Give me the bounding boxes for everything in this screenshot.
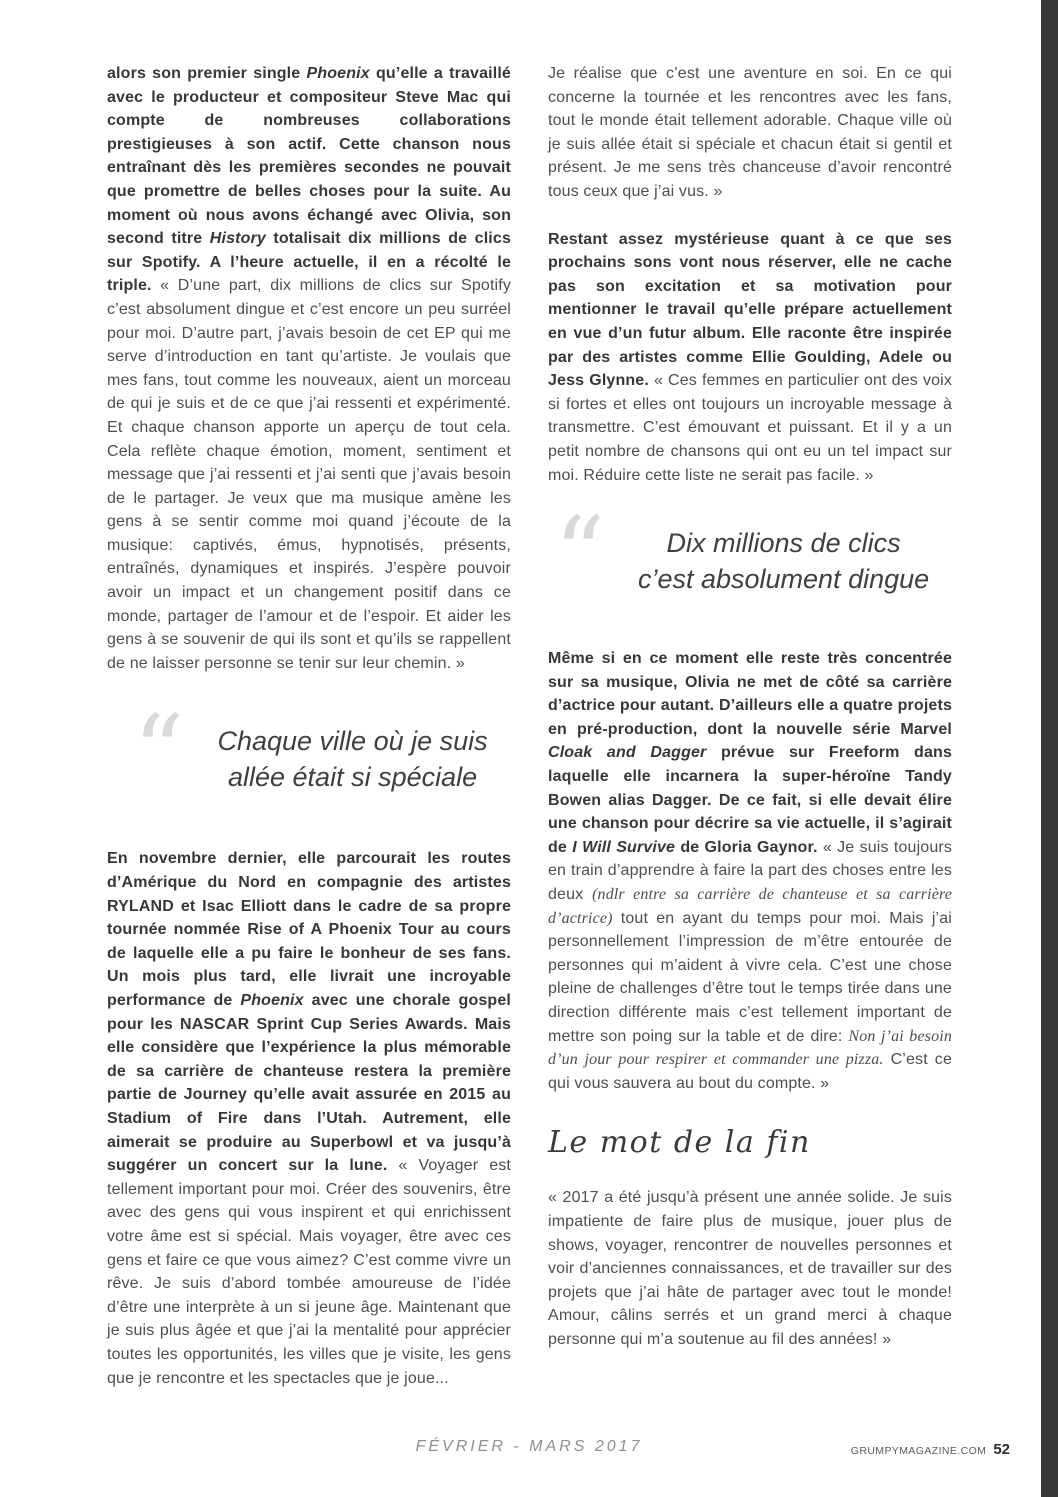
article-paragraph: Restant assez mystérieuse quant à ce que ses prochains sons vont nous réserver, elle ne cache pas son excitation et sa motivation pour mentionner le travail qu’elle prépare actuellement en vue d’un futur album. Elle raconte être inspirée par des artistes comme Ellie Goulding, Adele ou Jess Glynne. « Ces femmes en particulier ont des voix si fortes et elles ont toujours un incroyable message à transmettre. C’est émouvant et puissant. Et il y a un petit nombre de chansons qui ont eu un tel impact sur moi. Réduire cette liste ne serait pas facile. » — [548, 230, 953, 484]
page-number: 52 — [993, 1441, 1010, 1458]
article-paragraph: alors son premier single Phoenix qu’elle a travaillé avec le producteur et compositeur Steve Mac qui compte de nombreuses collaborations prestigieuses à son actif. Cette chanson nous entraînant dès les premières secondes ne pouvait que promettre de belles choses pour la suite. Au moment où nous avons échangé avec Olivia, son second titre History totalisait dix millions de clics sur Spotify. A l’heure actuelle, il en a récolté le triple. « D’une part, dix millions de clics sur Spotify c’est absolument dingue et c’est encore un peu surréel pour moi. D’autre part, j’avais besoin de cet EP qui me serve d’introduction en tant qu’artiste. Je voulais que mes fans, tout comme les nouveaux, aient un morceau de qui je suis et de ce que j’ai ressenti et expérimenté. Et chaque chanson apporte un aperçu de tout cela. Cela reflète chaque émotion, moment, sentiment et message que j’ai ressenti et j’ai senti que j’avais besoin de le partager. Je veux que ma musique amène les gens à se sentir comme moi quand j’écoute de la musique: captivés, émus, hypnotisés, présents, entraînés, dynamiques et inspirés. J’espère pouvoir avoir un impact et un changement positif dans ce monde, partager de l’amour et de l’espoir. Et aider les gens à se souvenir de qui ils sont et qu’ils se rappellent de ne laisser personne se tenir sur leur chemin. » — [107, 65, 511, 672]
pull-quote-text — [194, 721, 511, 795]
right-column — [548, 62, 952, 1352]
pull-quote-text — [615, 523, 952, 597]
pull-quote-line: c’est absolument dingue — [637, 564, 930, 595]
article-paragraph: « 2017 a été jusqu’à présent une année solide. Je suis impatiente de faire plus de musique, jouer plus de shows, voyager, rencontrer de nouvelles personnes et voir d’anciennes connaissances, et de travailler sur des projets que j’ai hâte de partager avec tout le monde! Amour, câlins serrés et un grand merci à chaque personne qui m’a soutenue au fil des années! » — [548, 1189, 952, 1348]
pull-quote-line: Dix millions de clics — [666, 528, 901, 559]
article-paragraph: Même si en ce moment elle reste très concentrée sur sa musique, Olivia ne met de côté sa carrière d’actrice pour autant. D’ailleurs elle a quatre projets en pré-production, dont la nouvelle série Marvel Cloak and Dagger prévue sur Freeform dans laquelle elle incarnera la super-héroïne Tandy Bowen alias Dagger. De ce fait, si elle devait élire une chanson pour décrire sa vie actuelle, il s’agirait de I Will Survive de Gloria Gaynor. « Je suis toujours en train d’apprendre à faire la part des choses entre les deux (ndlr entre sa carrière de chanteuse et sa carrière d’actrice) tout en ayant du temps pour moi. Mais j’ai personnellement l’impression de m’être entourée de personnes qui m’aident à vivre cela. C’est une chose pleine de challenges d’être tout le temps tirée dans une direction différente mais c’est tellement important de mettre son poing sur la table et de dire: Non j’ai besoin d’un jour pour respirer et commander une pizza. C’est ce qui vous sauvera au bout du compte. » — [548, 650, 953, 1092]
pull-quote-dix-millions — [548, 495, 952, 613]
right-edge-bar — [1041, 0, 1058, 1497]
pull-quote-chaque-ville — [107, 693, 511, 811]
quote-mark-icon: “ — [133, 693, 185, 811]
footer-site-credit — [851, 1441, 1010, 1458]
closing-heading: Le mot de la fin — [548, 1125, 811, 1161]
pull-quote-line: Chaque ville où je suis — [217, 726, 488, 757]
quote-mark-icon: “ — [554, 495, 606, 613]
site-name: GRUMPYMAGAZINE.COM — [850, 1445, 987, 1457]
pull-quote-line: allée était si spéciale — [227, 762, 478, 793]
article-paragraph: Je réalise que c’est une aventure en soi. En ce qui concerne la tournée et les rencontres avec les fans, tout le monde était tellement adorable. Chaque ville où je suis allée était si spéciale et chacun était si gentil et présent. Je me sens très chanceuse d’avoir rencontré tous ceux que j’ai vus. » — [548, 65, 952, 200]
article-paragraph: En novembre dernier, elle parcourait les routes d’Amérique du Nord en compagnie des artistes RYLAND et Isac Elliott dans le cadre de sa propre tournée nommée Rise of A Phoenix Tour au cours de laquelle elle a pu faire le bonheur de ses fans. Un mois plus tard, elle livrait une incroyable performance de Phoenix avec une chorale gospel pour les NASCAR Sprint Cup Series Awards. Mais elle considère que l’expérience la plus mémorable de sa carrière de chanteuse restera la première partie de Journey qu’elle avait assurée en 2015 au Stadium of Fire dans l’Utah. Autrement, elle aimerait se produire au Superbowl et va jusqu’à suggérer un concert sur la lune. « Voyager est tellement important pour moi. Créer des souvenirs, être avec des gens qui vous inspirent et qui enrichissent votre âme est si spécial. Mais voyager, être avec ces gens et faire ce que vous aimez? C’est comme vivre un rêve. Je suis d’abord tombée amoureuse de l’idée d’être une interprète à un si jeune âge. Maintenant que je suis plus âgée et que j’ai la mentalité pour apprécier toutes les opportunités, les villes que je visite, les gens que je rencontre et les spectacles que je joue... — [107, 850, 511, 1387]
footer-issue-date: FÉVRIER - MARS 2017 — [415, 1438, 643, 1455]
left-column — [107, 62, 511, 1390]
